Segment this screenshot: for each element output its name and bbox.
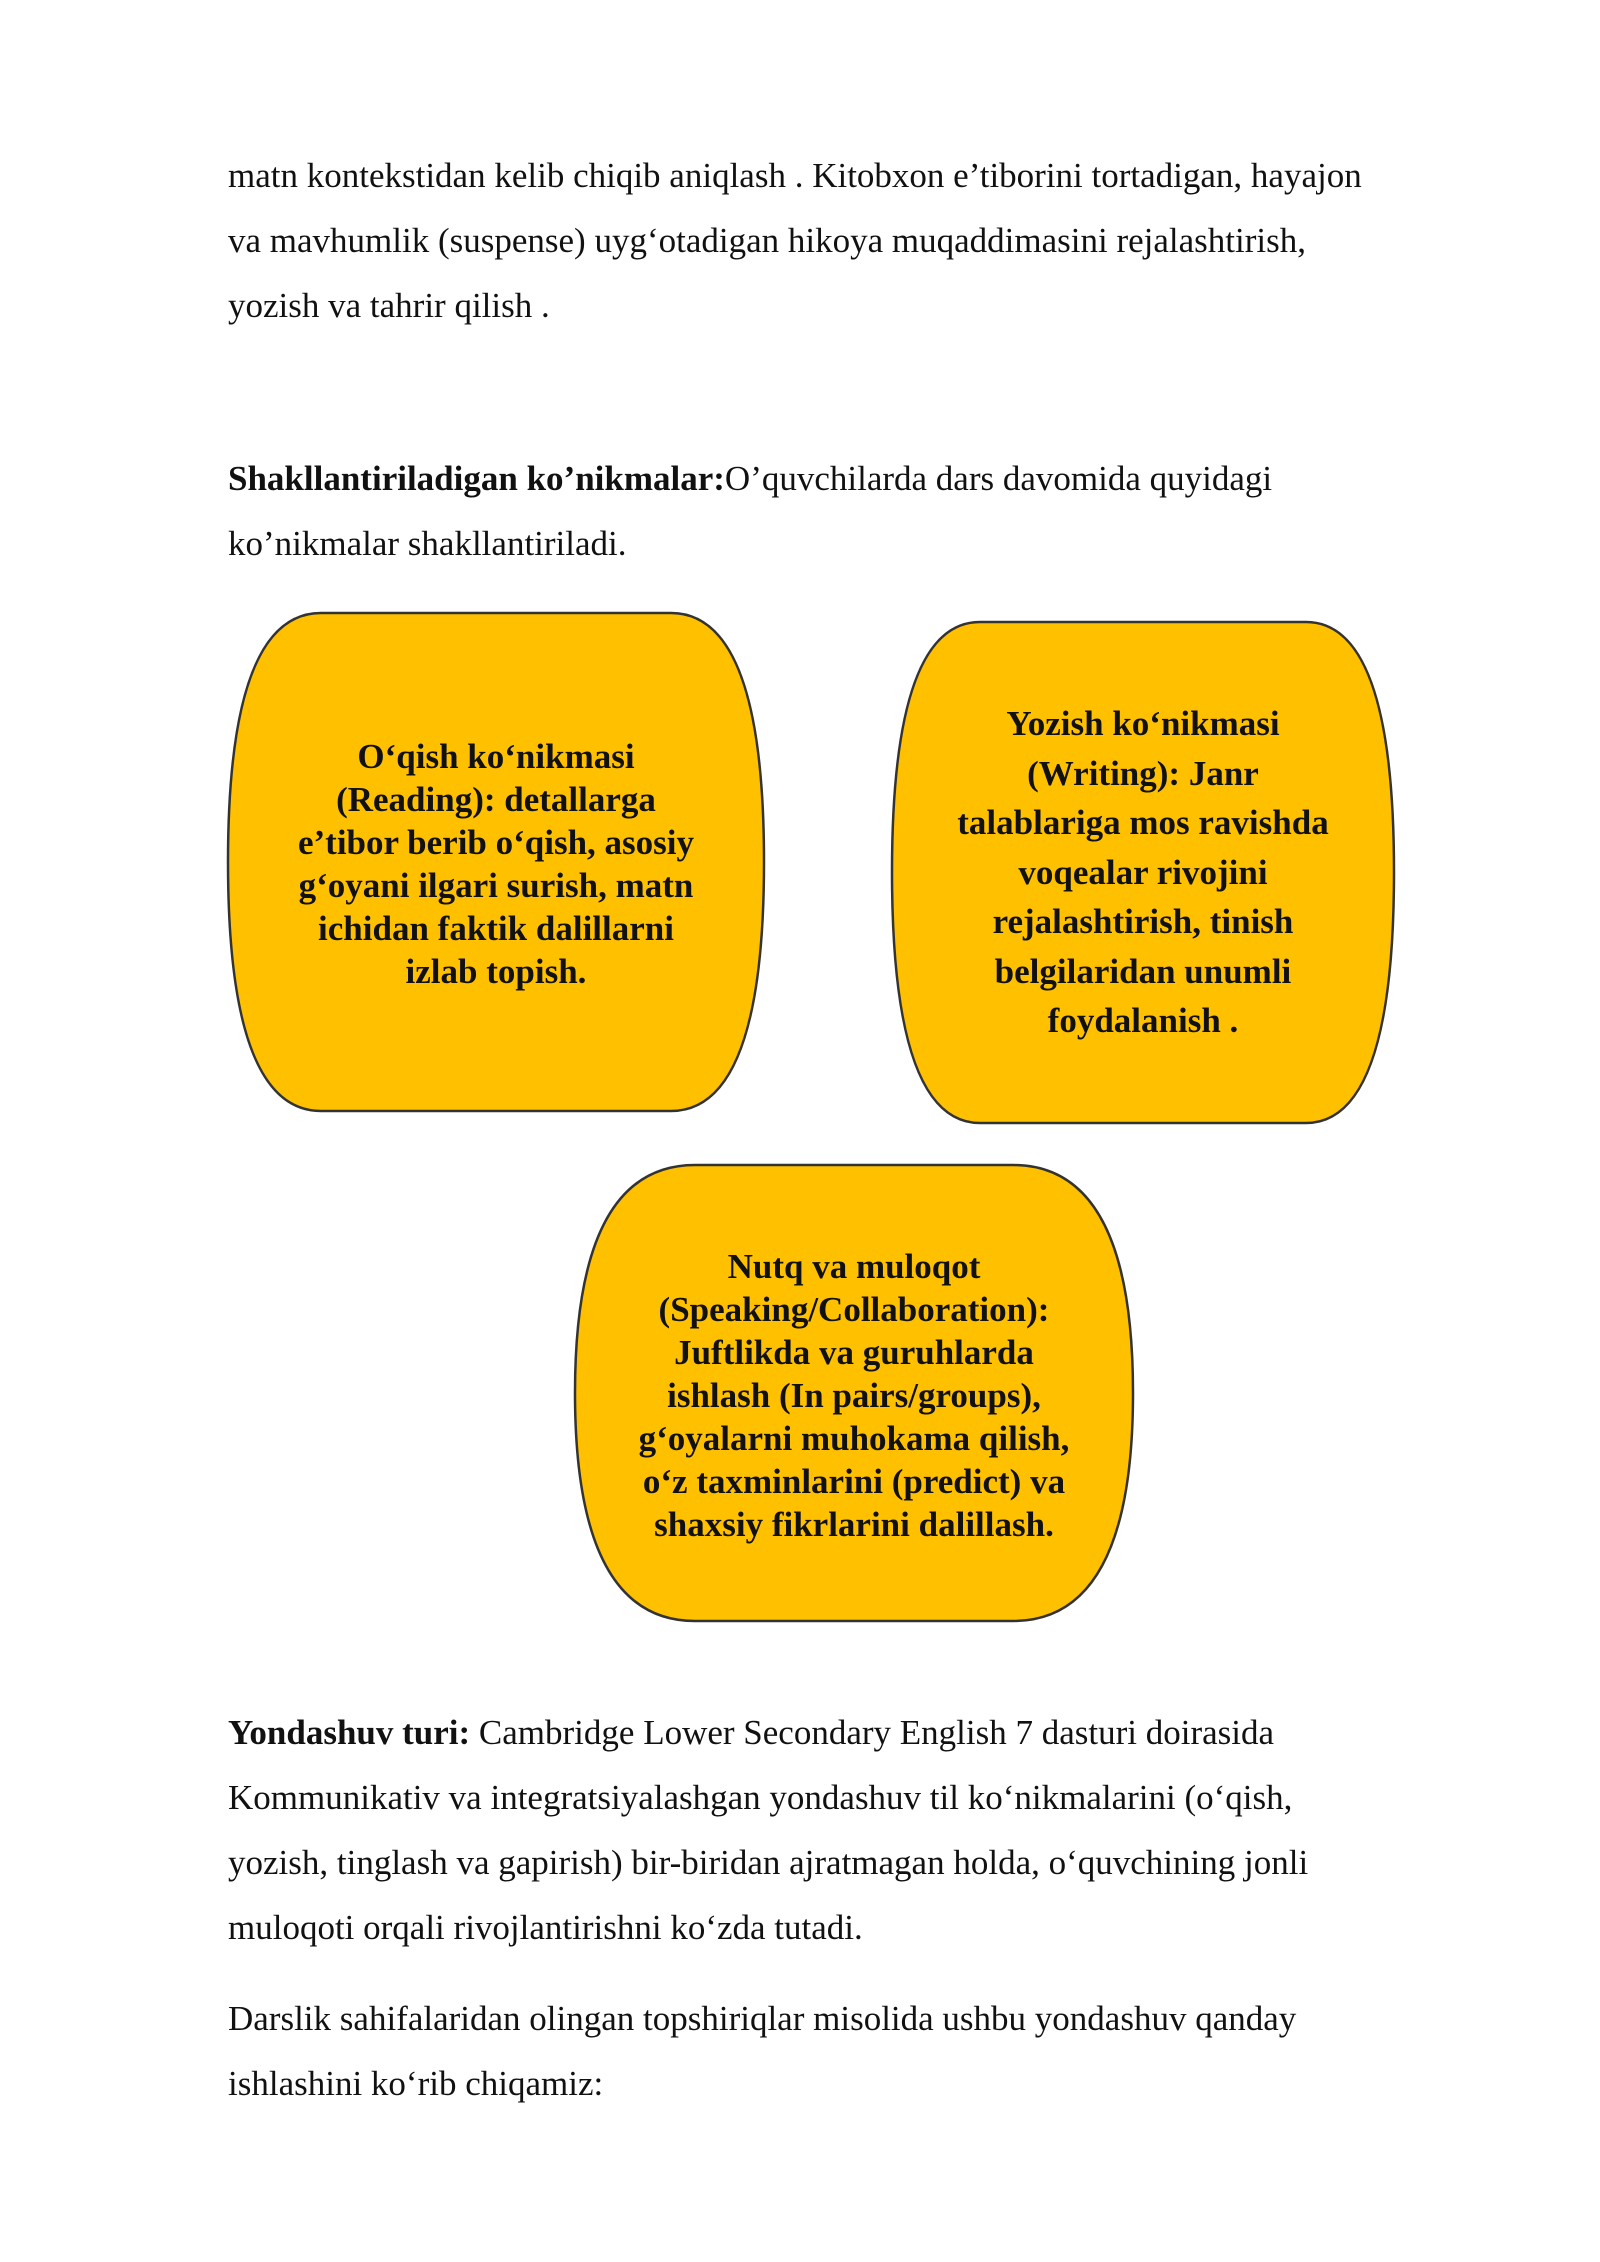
speaking-bubble-lines xyxy=(639,1245,1070,1546)
approach-line-3: yozish, tinglash va gapirish) bir-biridan ajratmagan holda, o‘quvchining jonli xyxy=(228,1843,1309,1882)
intro-line-1: matn kontekstidan kelib chiqib aniqlash . Kitobxon e’tiborini tortadigan, hayajon xyxy=(228,156,1362,195)
reading-line-5: ichidan faktik dalillarni xyxy=(318,909,674,948)
reading-line-2: (Reading): detallarga xyxy=(336,780,656,819)
skills-line-1-text: O’quvchilarda dars davomida quyidagi xyxy=(724,459,1273,498)
approach-heading: Yondashuv turi: xyxy=(228,1713,471,1752)
skills-heading: Shakllantiriladigan ko’nikmalar: xyxy=(228,459,725,498)
writing-bubble-lines xyxy=(957,699,1328,1046)
speaking-bubble-text xyxy=(573,1163,1135,1623)
skills-line-2: ko’nikmalar shakllantiriladi. xyxy=(228,524,627,563)
speaking-line-7: shaxsiy fikrlarini dalillash. xyxy=(654,1504,1054,1544)
closing-line-2: ishlashini ko‘rib chiqamiz: xyxy=(228,2064,604,2103)
speaking-line-2: (Speaking/Collaboration): xyxy=(658,1289,1050,1329)
closing-paragraph xyxy=(228,1986,1448,2116)
skills-paragraph xyxy=(228,446,1448,576)
reading-bubble-lines xyxy=(298,735,694,993)
skills-line-1 xyxy=(228,446,1448,511)
speaking-line-6: o‘z taxminlarini (predict) va xyxy=(642,1461,1066,1501)
closing-line-1: Darslik sahifalaridan olingan topshiriqlar misolida ushbu yondashuv qanday xyxy=(228,1999,1297,2038)
intro-paragraph xyxy=(228,143,1448,338)
writing-bubble-text xyxy=(890,620,1396,1125)
speaking-line-1: Nutq va muloqot xyxy=(727,1246,981,1286)
speaking-line-5: g‘oyalarni muhokama qilish, xyxy=(638,1418,1070,1458)
intro-line-2: va mavhumlik (suspense) uyg‘otadigan hikoya muqaddimasini rejalashtirish, xyxy=(228,221,1306,260)
reading-line-3: e’tibor berib o‘qish, asosiy xyxy=(297,823,695,862)
writing-line-2: (Writing): Janr xyxy=(1027,753,1259,793)
approach-line-1 xyxy=(228,1700,1448,1765)
writing-line-6: belgilaridan unumli xyxy=(994,951,1292,991)
approach-line-4: muloqoti orqali rivojlantirishni ko‘zda tutadi. xyxy=(228,1908,863,1947)
reading-bubble-text xyxy=(226,611,766,1113)
intro-line-3: yozish va tahrir qilish . xyxy=(228,286,550,325)
writing-line-5: rejalashtirish, tinish xyxy=(992,902,1294,942)
speaking-line-4: ishlash (In pairs/groups), xyxy=(667,1375,1041,1415)
approach-line-1-text: Cambridge Lower Secondary English 7 dasturi doirasida xyxy=(470,1713,1275,1752)
reading-line-1: O‘qish ko‘nikmasi xyxy=(357,737,635,776)
reading-line-4: g‘oyani ilgari surish, matn xyxy=(298,866,694,905)
writing-line-3: talablariga mos ravishda xyxy=(957,803,1329,843)
writing-line-7: foydalanish . xyxy=(1047,1001,1239,1041)
approach-line-2: Kommunikativ va integratsiyalashgan yondashuv til ko‘nikmalarini (o‘qish, xyxy=(228,1778,1293,1817)
approach-paragraph xyxy=(228,1700,1448,1960)
speaking-line-3: Juftlikda va guruhlarda xyxy=(674,1332,1034,1372)
writing-line-1: Yozish ko‘nikmasi xyxy=(1006,704,1280,744)
writing-line-4: voqealar rivojini xyxy=(1018,852,1268,892)
reading-line-6: izlab topish. xyxy=(405,952,587,991)
